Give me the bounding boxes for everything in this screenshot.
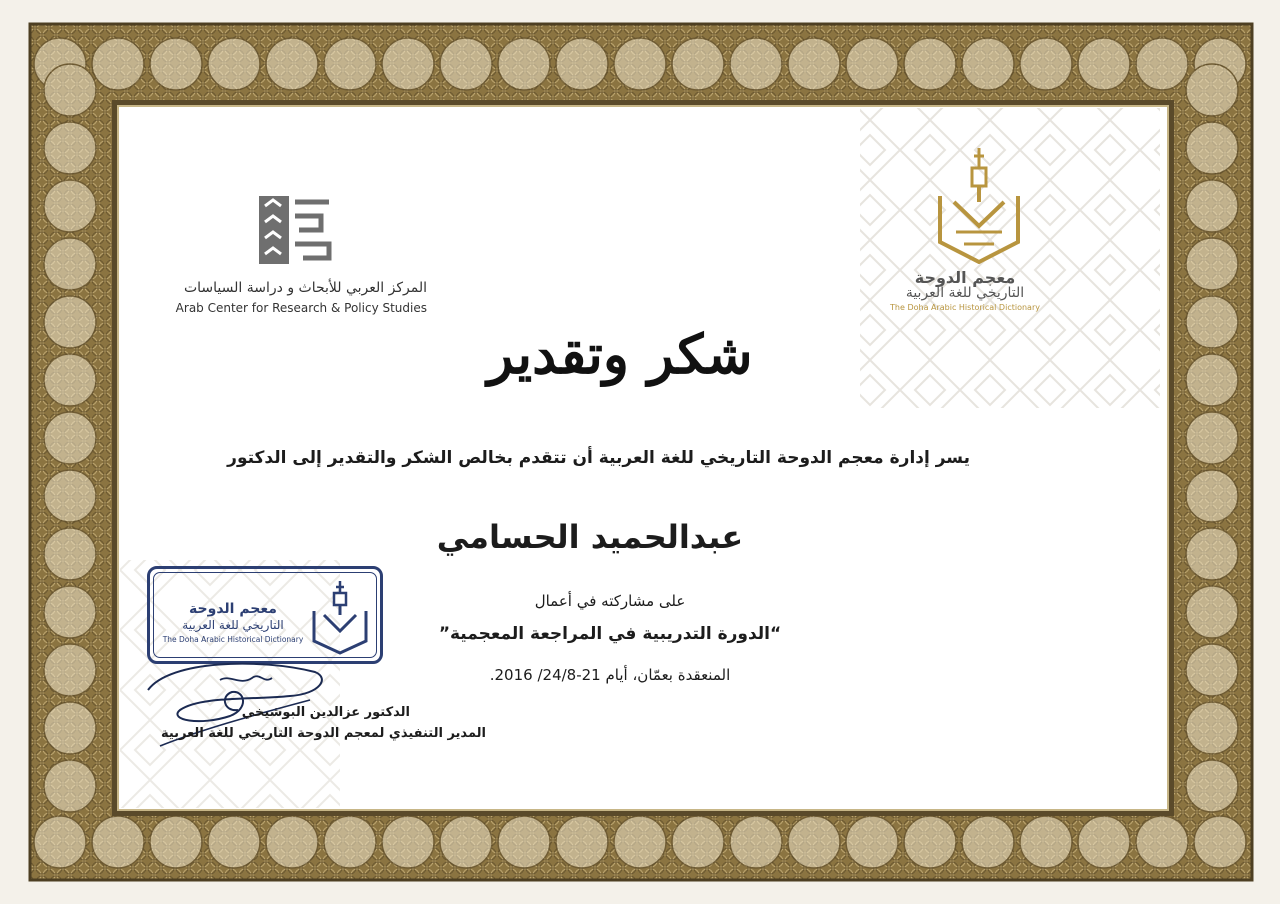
- doha-dictionary-stamp-icon: [310, 579, 370, 655]
- stamp-name-english: The Doha Arabic Historical Dictionary: [162, 635, 304, 644]
- certificate-intro: يسر إدارة معجم الدوحة التاريخي للغة العربية أن تتقدم بخالص الشكر والتقدير إلى الدكتور: [227, 448, 970, 468]
- stamp-name-arabic-1: معجم الدوحة: [189, 601, 277, 617]
- signatory-title: المدير التنفيذي لمعجم الدوحة التاريخي للغة العربية: [160, 726, 486, 741]
- doha-dictionary-name-english: The Doha Arabic Historical Dictionary: [890, 303, 1040, 312]
- participation-text: على مشاركته في أعمال: [534, 592, 686, 610]
- course-title: “الدورة التدريبية في المراجعة المعجمية”: [438, 624, 782, 644]
- acrps-name-english: Arab Center for Research & Policy Studies: [175, 301, 427, 315]
- recipient-name: عبدالحميد الحسامي: [436, 518, 744, 556]
- stamp-name-arabic-2: التاريخي للغة العربية: [182, 618, 284, 632]
- doha-dictionary-logo-icon: [934, 146, 1024, 264]
- course-date: المنعقدة بعمّان، أيام 21-24/8/ 2016.: [489, 666, 731, 684]
- doha-dictionary-name-arabic-1: معجم الدوحة: [914, 268, 1016, 287]
- certificate-heading: شكر وتقدير: [487, 322, 753, 386]
- signatory-name: الدكتور عزالدين البوشيخي: [241, 705, 410, 720]
- doha-dictionary-name-arabic-2: التاريخي للغة العربية: [905, 285, 1025, 301]
- acrps-name-arabic: المركز العربي للأبحاث و دراسة السياسات: [183, 280, 427, 296]
- acrps-logo-icon: [259, 196, 333, 266]
